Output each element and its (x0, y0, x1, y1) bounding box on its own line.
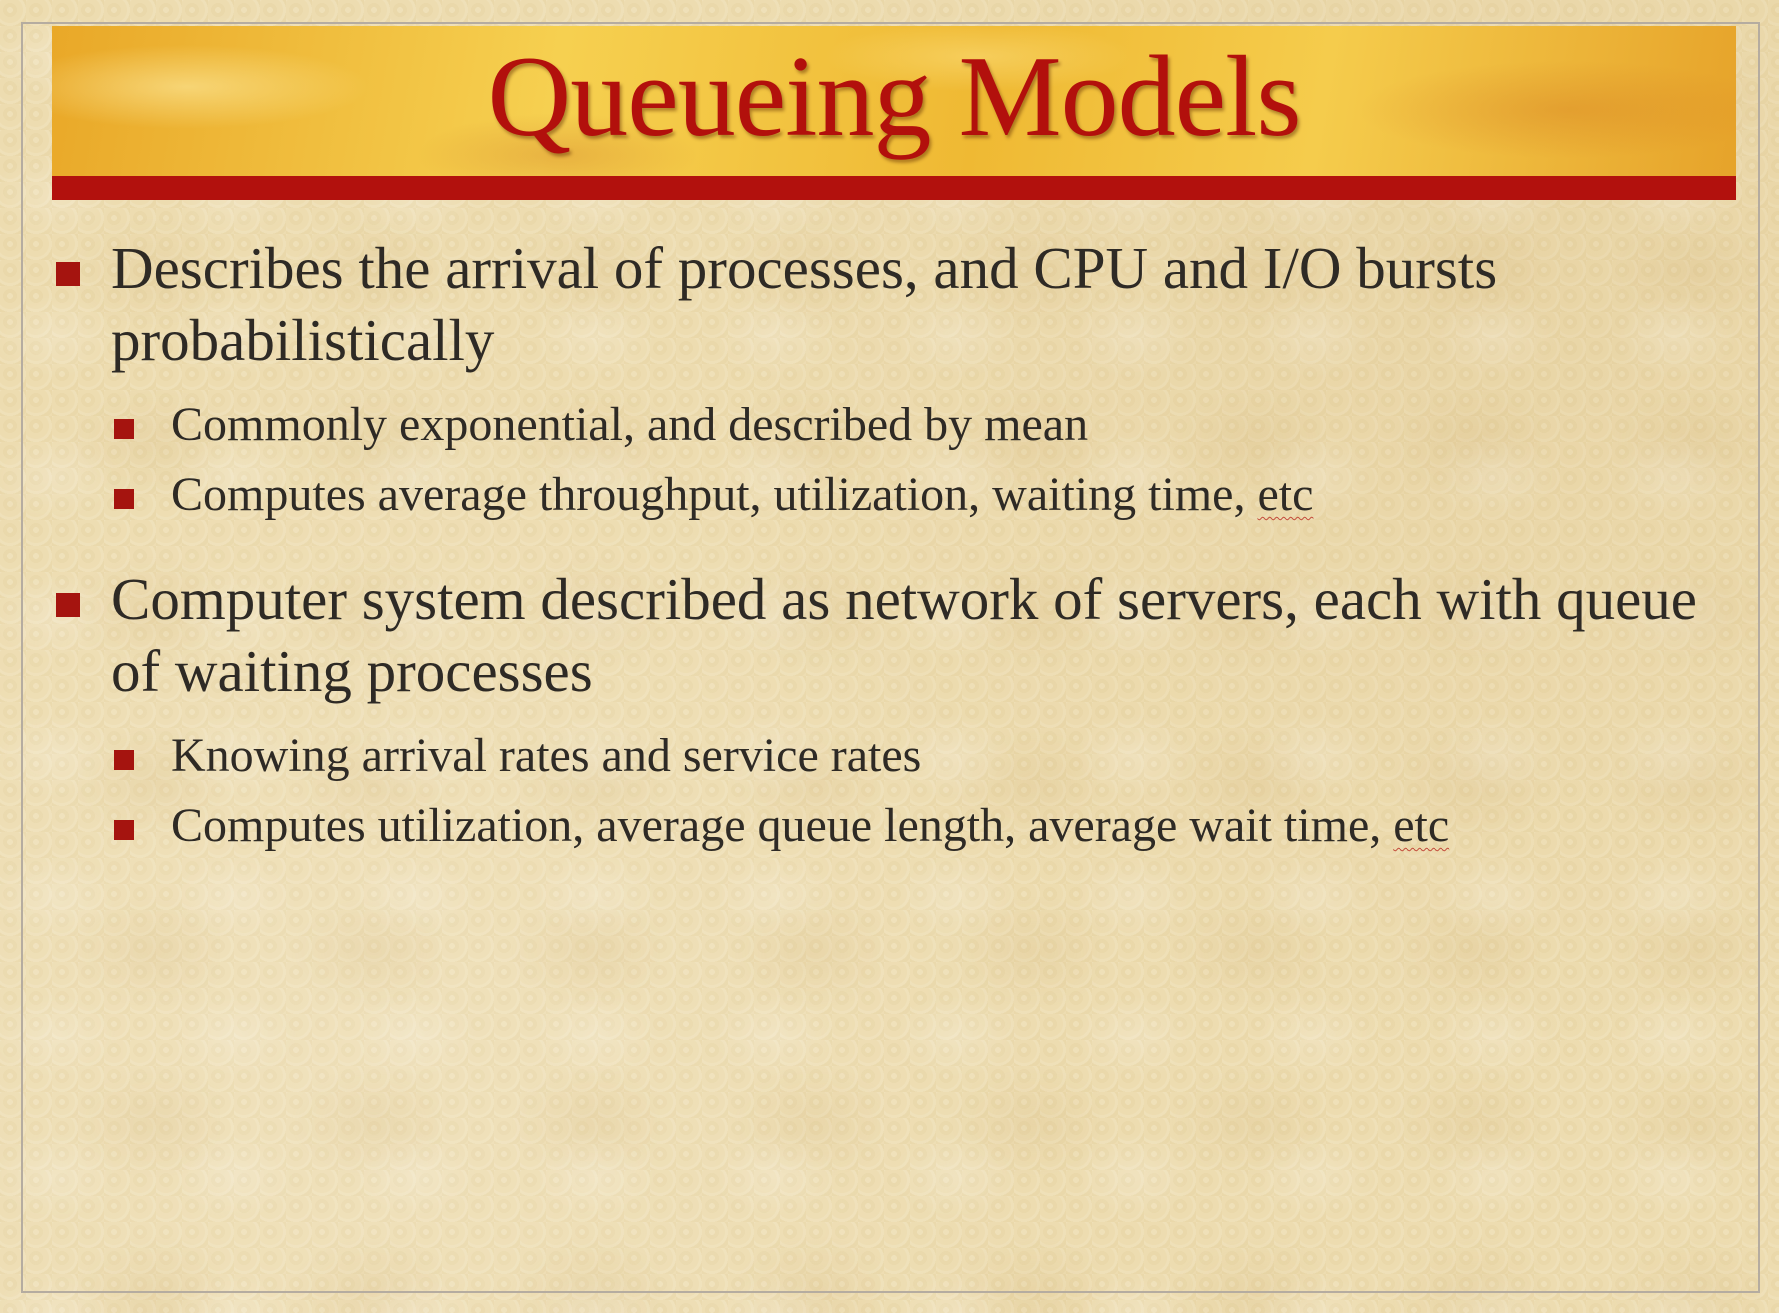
spellcheck-word: etc (1393, 799, 1450, 852)
bullet-text: Commonly exponential, and described by mean (171, 398, 1089, 451)
title-underline-bar (52, 176, 1736, 200)
slide-content (52, 232, 1742, 856)
square-bullet-icon (114, 820, 134, 840)
bullet-text: Computes utilization, average queue length, average wait time, (171, 799, 1394, 852)
bullet-level2 (52, 395, 1742, 455)
square-bullet-icon (56, 593, 80, 617)
bullet-text: Computes average throughput, utilization, waiting time, (171, 468, 1258, 521)
square-bullet-icon (114, 750, 134, 770)
bullet-text: Computer system described as network of servers, each with queue of waiting processes (111, 566, 1697, 704)
spellcheck-word: etc (1257, 468, 1314, 521)
bullet-level2 (52, 796, 1742, 856)
bullet-text: Describes the arrival of processes, and CPU and I/O bursts probabilistically (111, 235, 1498, 373)
square-bullet-icon (114, 419, 134, 439)
bullet-level2 (52, 726, 1742, 786)
square-bullet-icon (114, 489, 134, 509)
slide-title: Queueing Models (487, 33, 1301, 161)
bullet-level1 (52, 563, 1742, 707)
bullet-level1 (52, 232, 1742, 376)
bullet-level2 (52, 465, 1742, 525)
square-bullet-icon (56, 262, 80, 286)
bullet-text: Knowing arrival rates and service rates (171, 729, 922, 782)
